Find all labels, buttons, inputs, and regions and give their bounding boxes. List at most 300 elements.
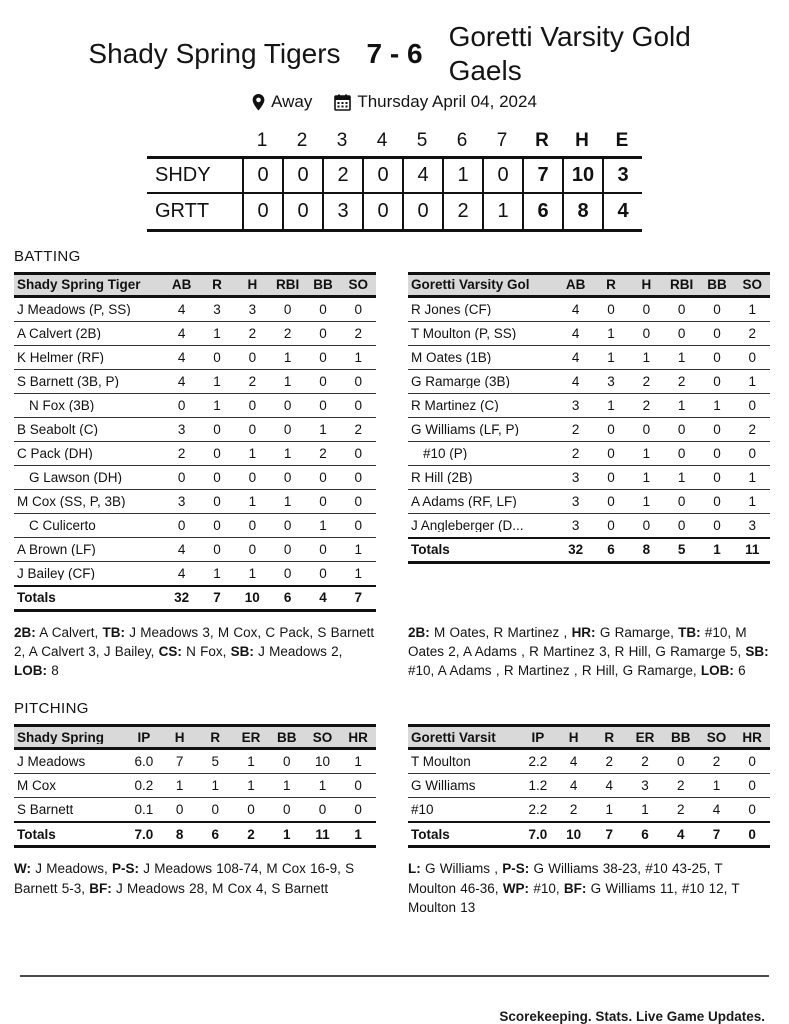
stat-column-header: H [174, 729, 185, 745]
inning-score-cell: 1 [442, 159, 482, 192]
note-segment [14, 663, 59, 678]
inning-score-cell: 3 [602, 159, 642, 192]
stat-value: 1 [354, 541, 363, 557]
batting-section [0, 232, 789, 680]
batting-notes-row [0, 623, 789, 680]
stat-value: 0 [211, 802, 220, 818]
batter-row [408, 298, 770, 322]
stat-value: 2.2 [528, 802, 548, 818]
stat-value: 4 [712, 802, 721, 818]
stat-value: 0 [607, 469, 615, 485]
note-stat-label: 2B: [408, 625, 430, 640]
note-segment [503, 881, 564, 896]
stat-value: 0 [283, 469, 292, 485]
stat-value: 4 [569, 754, 578, 770]
stat-value: 1 [677, 469, 686, 485]
batter-stats [164, 519, 376, 533]
stat-value: 1 [213, 565, 221, 581]
totals-label: Totals [411, 827, 450, 842]
stat-value: 1 [248, 565, 257, 581]
stat-value: 4 [177, 301, 186, 317]
note-segment [231, 644, 343, 659]
stat-value: 0 [213, 541, 221, 557]
batter-row [14, 370, 376, 394]
inning-score-cell: 4 [602, 194, 642, 229]
total-stat-value: 11 [315, 826, 330, 842]
batting-team-header: Goretti Varsity Gol [411, 278, 530, 292]
location-group [252, 92, 312, 112]
note-segment [159, 644, 231, 659]
stat-value: 5 [211, 754, 220, 770]
stat-value: 4 [177, 349, 186, 365]
total-stat-value: 0 [748, 826, 756, 842]
stat-value: 2 [642, 397, 651, 413]
game-meta [0, 92, 789, 112]
pitcher-stats [520, 755, 770, 769]
stat-value: 0 [642, 301, 651, 317]
stat-value: 1 [713, 397, 721, 413]
stat-value: 0 [713, 373, 721, 389]
note-segment [14, 625, 103, 640]
stat-value: 6.0 [134, 754, 154, 770]
stat-value: 1 [318, 778, 327, 794]
player-name: G Williams (LF, P) [411, 422, 519, 437]
total-stat-value: 6 [283, 590, 292, 606]
pitching-table-header [408, 724, 770, 750]
note-stat-label: BF: [563, 880, 587, 896]
pitcher-row [408, 798, 770, 822]
stat-value: 2 [177, 445, 186, 461]
stat-column-header: RBI [670, 277, 694, 293]
stat-column-header: R [604, 729, 615, 745]
stat-value: 4 [571, 373, 580, 389]
stat-value: 0 [283, 301, 292, 317]
stat-value: 0 [607, 517, 615, 533]
note-stat-text: #10, M Oates 2, A Adams , R Martinez 3, R Hill, G Ramarge 5, [408, 625, 747, 660]
stat-value: 4 [569, 778, 578, 794]
stat-value: 0 [748, 349, 757, 365]
stat-column-header: RBI [276, 277, 300, 293]
batter-row [14, 466, 376, 490]
inning-score-cell: 0 [242, 194, 282, 229]
batter-stats [558, 399, 770, 413]
stat-value: 0 [748, 802, 756, 818]
stat-value: 0 [713, 469, 721, 485]
linescore-cells [242, 159, 642, 192]
stat-value: 1 [748, 301, 757, 317]
player-name: J Meadows (P, SS) [17, 302, 131, 317]
stat-value: 2 [571, 445, 580, 461]
stat-value: 2 [569, 802, 578, 818]
batter-stats [558, 351, 770, 365]
stat-column-header: R [212, 277, 222, 293]
stat-value: 0 [677, 325, 686, 341]
stat-value: 2 [676, 802, 685, 818]
linescore-column-header: 5 [416, 130, 428, 151]
pitching-table-body [408, 750, 770, 822]
stat-value: 0 [677, 421, 686, 437]
batter-stats [558, 375, 770, 389]
away-team-name: Goretti Varsity Gold Gaels [448, 21, 691, 86]
stat-value: 1 [605, 802, 614, 818]
note-segment [701, 663, 746, 678]
note-stat-text: J Meadows 28, M Cox 4, S Barnett [111, 880, 329, 896]
note-stat-text: J Meadows 108-74, M Cox 16-9, S Barnett 5-3, [14, 861, 355, 896]
stat-value: 4 [177, 325, 186, 341]
stat-value: 2 [676, 778, 685, 794]
pitcher-stats [126, 755, 376, 769]
batting-column-headers [164, 278, 376, 292]
scoreboard-header [0, 0, 789, 88]
stat-value: 1 [283, 493, 292, 509]
stat-value: 0 [713, 349, 721, 365]
stat-value: 0 [354, 445, 363, 461]
stat-value: 1 [213, 325, 221, 341]
total-stat-value: 7 [213, 590, 221, 606]
total-stat-value: 7 [354, 590, 363, 606]
batter-row [408, 442, 770, 466]
linescore-team-abbr: GRTT [155, 200, 210, 222]
note-stat-text: M Oates, R Martinez , [429, 625, 572, 640]
linescore-column-header: 1 [256, 130, 268, 151]
stat-value: 0 [607, 421, 615, 437]
total-stat-value: 10 [244, 590, 260, 606]
stat-value: 1 [354, 754, 362, 770]
linescore-column-header: 4 [376, 130, 388, 151]
pitching-notes [408, 859, 770, 916]
stat-value: 1 [748, 469, 757, 485]
batter-stats [164, 423, 376, 437]
player-name: T Moulton [411, 755, 471, 769]
stat-value: 4 [571, 325, 580, 341]
stat-value: 1 [642, 349, 651, 365]
note-stat-label: LOB: [14, 663, 47, 679]
batting-table-body [408, 298, 770, 538]
total-stat-value: 1 [354, 826, 362, 842]
batter-row [408, 322, 770, 346]
note-stat-label: LOB: [700, 663, 734, 679]
stat-column-header: BB [313, 277, 333, 293]
pitcher-stats [520, 803, 770, 817]
player-name: J Bailey (CF) [17, 566, 96, 581]
note-stat-label: P-S: [502, 861, 530, 877]
batter-stats [558, 327, 770, 341]
batter-stats [164, 471, 376, 485]
note-stat-text: #10, A Adams , R Martinez , R Hill, G Ramarge, [408, 663, 701, 679]
inning-score-cell: 6 [522, 194, 562, 229]
inning-score-cell: 7 [522, 159, 562, 192]
stat-value: 1 [283, 373, 292, 389]
batter-row [14, 562, 376, 586]
stat-column-header: BB [707, 277, 727, 293]
total-stat-value: 11 [745, 542, 760, 558]
batter-row [14, 394, 376, 418]
date-label: Thursday April 04, 2024 [357, 92, 537, 111]
stat-value: 4 [605, 778, 614, 794]
total-stat-value: 5 [677, 542, 686, 558]
stat-column-header: H [641, 277, 652, 293]
stat-value: 0 [748, 445, 757, 461]
stat-value: 4 [571, 301, 580, 317]
note-stat-text: N Fox, [181, 644, 231, 660]
pitching-section-title: PITCHING [14, 700, 89, 718]
batting-totals-row [408, 537, 770, 564]
batter-stats [164, 447, 376, 461]
stat-value: 0 [354, 469, 363, 485]
total-stat-value: 32 [174, 590, 190, 606]
stat-value: 0 [677, 301, 686, 317]
batter-row [408, 394, 770, 418]
stat-value: 1 [247, 754, 255, 770]
note-stat-label: TB: [102, 625, 126, 640]
player-name: T Moulton (P, SS) [411, 326, 517, 341]
batter-stats [558, 447, 770, 461]
stat-value: 1 [607, 349, 615, 365]
batter-stats [164, 327, 376, 341]
linescore-team-row [147, 194, 642, 232]
stat-value: 1 [213, 397, 221, 413]
inning-score-cell: 0 [362, 194, 402, 229]
batter-stats [164, 567, 376, 581]
player-name: S Barnett (3B, P) [17, 374, 120, 389]
batter-row [14, 346, 376, 370]
inning-score-cell: 0 [362, 159, 402, 192]
pitching-section [0, 680, 789, 916]
linescore-column-header: 6 [456, 130, 468, 151]
total-stat-value: 7.0 [134, 826, 154, 842]
stat-value: 0 [607, 445, 615, 461]
footer-tagline: Scorekeeping. Stats. Live Game Updates. [499, 1009, 765, 1024]
batter-row [408, 466, 770, 490]
note-stat-text: A Calvert, [35, 625, 103, 640]
note-stat-label: SB: [230, 644, 254, 660]
stat-value: 0 [213, 349, 221, 365]
batter-stats [164, 375, 376, 389]
linescore-column-header: 7 [496, 130, 508, 151]
stat-column-header: R [606, 277, 616, 293]
batting-section-title: BATTING [14, 248, 81, 265]
player-name: J Angleberger (D... [411, 518, 524, 533]
pitching-table [408, 724, 770, 848]
stat-column-header: HR [348, 729, 368, 745]
note-stat-label: 2B: [14, 625, 36, 640]
batter-stats [164, 303, 376, 317]
stat-value: 1 [213, 373, 221, 389]
stat-value: 0 [713, 445, 721, 461]
note-segment [408, 861, 502, 876]
batter-row [14, 514, 376, 538]
stat-value: 0 [283, 541, 292, 557]
linescore-column-header: 3 [336, 130, 348, 151]
stat-column-header: AB [171, 277, 192, 293]
batter-stats [558, 495, 770, 509]
stat-value: 0 [319, 325, 327, 341]
stat-value: 0 [319, 565, 327, 581]
date-group [334, 92, 537, 112]
stat-column-header: H [247, 277, 258, 293]
player-name: N Fox (3B) [29, 398, 95, 413]
stat-value: 3 [177, 493, 186, 509]
note-segment [14, 861, 112, 876]
total-stat-value: 8 [175, 826, 184, 842]
pitching-column-headers [126, 731, 376, 745]
stat-value: 10 [314, 754, 330, 770]
stat-value: 2 [605, 754, 614, 770]
linescore-column-header: R [535, 130, 549, 151]
total-stat-value: 7.0 [528, 826, 548, 842]
stat-value: 0 [248, 421, 257, 437]
batting-table-body [14, 298, 376, 586]
location-label: Away [271, 92, 313, 111]
totals-label: Totals [17, 591, 56, 605]
linescore-cells [242, 194, 642, 229]
stat-value: 4 [571, 349, 580, 365]
stat-value: 0 [713, 517, 721, 533]
stat-value: 0 [213, 445, 221, 461]
stat-value: 0 [354, 778, 362, 794]
note-stat-text: J Meadows, [31, 861, 113, 877]
stat-value: 3 [641, 778, 649, 794]
note-stat-text: 8 [47, 663, 59, 679]
stat-value: 0 [354, 373, 363, 389]
batter-stats [558, 471, 770, 485]
batting-table-header [408, 272, 770, 298]
pitcher-row [14, 798, 376, 822]
pitching-notes [14, 859, 376, 916]
stat-value: 0.1 [134, 802, 154, 818]
stat-value: 0 [175, 802, 184, 818]
stat-value: 1 [248, 445, 257, 461]
stat-value: 0 [283, 565, 292, 581]
total-stat-value: 6 [641, 826, 649, 842]
stat-value: 2 [641, 754, 649, 770]
stat-value: 2 [354, 325, 363, 341]
note-stat-text: G Williams 11, #10 12, T Moulton 13 [408, 880, 740, 915]
pitching-totals-row [14, 821, 376, 848]
stat-column-header: SO [706, 729, 727, 745]
stat-value: 3 [571, 397, 580, 413]
stat-column-header: H [568, 729, 579, 745]
stat-value: 0 [177, 469, 186, 485]
stat-value: 0 [748, 397, 757, 413]
player-name: J Meadows [17, 755, 86, 769]
batter-row [14, 322, 376, 346]
inning-score-cell: 0 [402, 194, 442, 229]
stat-value: 0 [354, 493, 363, 509]
stat-column-header: BB [276, 729, 297, 745]
pitching-table-header [14, 724, 376, 750]
stat-value: 0 [213, 517, 221, 533]
inning-score-cell: 0 [282, 159, 322, 192]
note-stat-label: CS: [158, 644, 182, 660]
stat-value: 0 [748, 754, 756, 770]
stat-value: 0 [248, 397, 257, 413]
stat-value: 2 [319, 445, 327, 461]
stat-column-header: AB [565, 277, 586, 293]
stat-value: 0 [282, 802, 291, 818]
stat-value: 0 [607, 301, 615, 317]
stat-value: 1 [283, 349, 292, 365]
stat-value: 0 [283, 397, 292, 413]
location-pin-icon [252, 94, 265, 111]
player-name: M Cox (SS, P, 3B) [17, 494, 126, 509]
batter-row [408, 490, 770, 514]
total-stat-value: 1 [282, 826, 291, 842]
player-name: M Oates (1B) [411, 350, 492, 365]
stat-value: 1 [211, 778, 220, 794]
stat-value: 1 [748, 373, 757, 389]
note-stat-label: HR: [571, 625, 596, 640]
stat-value: 0 [642, 517, 651, 533]
linescore-table [147, 126, 642, 232]
pitcher-row [14, 750, 376, 774]
stat-value: 0 [676, 754, 685, 770]
note-segment [408, 625, 572, 640]
batting-totals-row [14, 585, 376, 612]
inning-score-cell: 2 [322, 159, 362, 192]
total-stat-value: 32 [568, 542, 584, 558]
stat-value: 0 [319, 349, 327, 365]
totals-label: Totals [411, 543, 450, 557]
pitcher-row [408, 774, 770, 798]
page-footer [0, 975, 789, 1024]
stat-value: 0 [642, 421, 651, 437]
note-stat-label: TB: [678, 625, 701, 640]
stat-value: 2.2 [528, 754, 548, 770]
batting-team-header: Shady Spring Tiger [17, 278, 141, 292]
stat-value: 0 [177, 517, 186, 533]
pitcher-stats [126, 803, 376, 817]
linescore-column-header: E [615, 130, 629, 151]
stat-value: 0 [319, 541, 327, 557]
linescore-corner-cell [147, 126, 242, 156]
stat-value: 0 [283, 517, 292, 533]
stat-value: 0 [713, 301, 721, 317]
home-team-name: Shady Spring Tigers [88, 38, 341, 70]
stat-value: 0 [283, 421, 292, 437]
note-stat-label: L: [408, 861, 421, 877]
total-stat-value: 6 [607, 542, 615, 558]
stat-value: 1 [319, 517, 327, 533]
total-stat-value: 8 [642, 542, 651, 558]
stat-value: 2 [248, 373, 257, 389]
stat-value: 1 [748, 493, 757, 509]
stat-value: 0 [713, 325, 721, 341]
stat-value: 0 [677, 517, 686, 533]
note-stat-text: J Meadows 2, [253, 644, 343, 660]
stat-column-header: BB [670, 729, 691, 745]
inning-score-cell: 10 [562, 159, 602, 192]
note-stat-label: W: [14, 861, 31, 877]
pitching-table-body [14, 750, 376, 822]
stat-value: 2 [712, 754, 721, 770]
note-segment [89, 881, 328, 896]
totals-stats [126, 828, 376, 842]
stat-value: 0 [248, 469, 257, 485]
batter-stats [164, 495, 376, 509]
stat-value: 1 [175, 778, 184, 794]
pitching-table [14, 724, 376, 848]
note-stat-label: SB: [745, 644, 769, 660]
batting-table-header [14, 272, 376, 298]
totals-stats [520, 828, 770, 842]
stat-value: 0 [318, 802, 327, 818]
player-name: C Culicerto [29, 518, 96, 533]
stat-value: 0 [354, 397, 363, 413]
inning-score-cell: 1 [482, 194, 522, 229]
pitching-team-header: Goretti Varsit [411, 730, 496, 745]
stat-value: 0 [354, 301, 363, 317]
